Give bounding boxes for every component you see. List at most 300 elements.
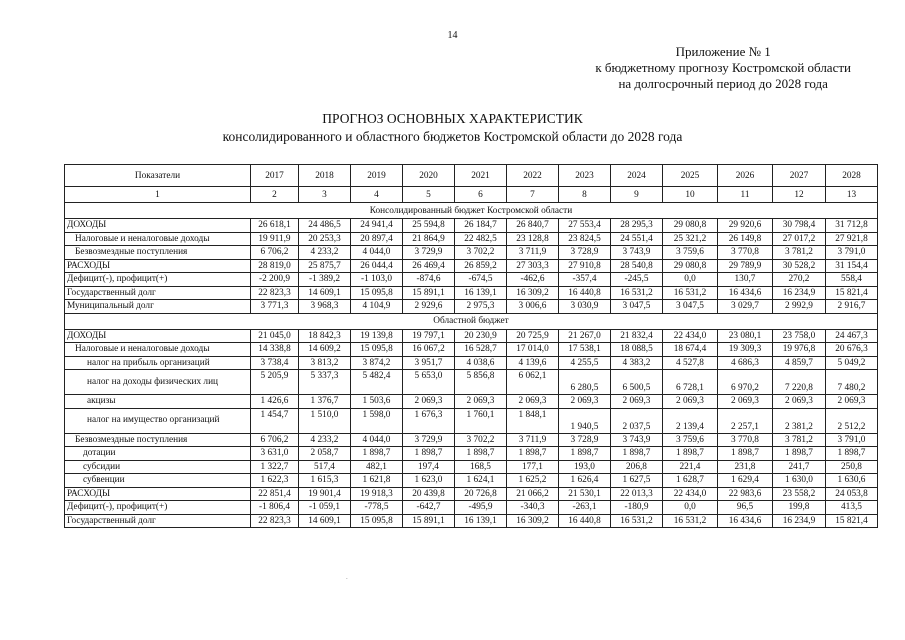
table-cell: 3 781,2 bbox=[773, 246, 826, 260]
annex-line-1: Приложение № 1 bbox=[675, 44, 771, 59]
table-cell: 1 848,1 bbox=[507, 408, 559, 433]
table-cell: 21 066,2 bbox=[507, 487, 559, 501]
column-index: 4 bbox=[351, 187, 403, 203]
row-label: акцизы bbox=[65, 395, 251, 409]
table-cell: -778,5 bbox=[351, 501, 403, 515]
header-year: 2027 bbox=[773, 165, 826, 187]
table-cell: 16 434,6 bbox=[718, 514, 773, 528]
table-cell: 6 706,2 bbox=[251, 246, 299, 260]
table-cell: 2 916,7 bbox=[826, 300, 878, 314]
table-cell: 31 712,8 bbox=[826, 219, 878, 233]
table-cell: 3 759,6 bbox=[663, 433, 718, 447]
row-label: РАСХОДЫ bbox=[65, 487, 251, 501]
row-label: субсидии bbox=[65, 460, 251, 474]
table-cell: 21 045,0 bbox=[251, 329, 299, 343]
table-row bbox=[65, 219, 878, 233]
table-cell: 3 743,9 bbox=[611, 433, 663, 447]
table-cell: 3 791,0 bbox=[826, 433, 878, 447]
table-cell: 413,5 bbox=[826, 501, 878, 515]
table-cell: 0,0 bbox=[663, 501, 718, 515]
table-cell: -674,5 bbox=[455, 273, 507, 287]
table-cell: 0,0 bbox=[663, 273, 718, 287]
table-cell: 24 467,3 bbox=[826, 329, 878, 343]
table-cell: 2 992,9 bbox=[773, 300, 826, 314]
table-cell: -495,9 bbox=[455, 501, 507, 515]
table-cell: 30 798,4 bbox=[773, 219, 826, 233]
table-cell: 3 968,3 bbox=[299, 300, 351, 314]
table-cell: -1 389,2 bbox=[299, 273, 351, 287]
table-cell: -180,9 bbox=[611, 501, 663, 515]
page-number: 14 bbox=[447, 30, 458, 41]
table-cell: 29 080,8 bbox=[663, 219, 718, 233]
table-row bbox=[65, 343, 878, 357]
table-cell: 4 038,6 bbox=[455, 356, 507, 370]
table-cell: 24 941,4 bbox=[351, 219, 403, 233]
row-label: Налоговые и неналоговые доходы bbox=[65, 343, 251, 357]
table-cell: 2 975,3 bbox=[455, 300, 507, 314]
table-cell: 21 832,4 bbox=[611, 329, 663, 343]
table-cell: 23 558,2 bbox=[773, 487, 826, 501]
row-label: Государственный долг bbox=[65, 514, 251, 528]
row-label: Муниципальный долг bbox=[65, 300, 251, 314]
table-cell: 2 069,3 bbox=[559, 395, 611, 409]
table-cell: -874,6 bbox=[403, 273, 455, 287]
table-cell: 31 154,4 bbox=[826, 259, 878, 273]
document-title bbox=[0, 110, 905, 146]
table-cell: 19 139,8 bbox=[351, 329, 403, 343]
table-cell: 3 770,8 bbox=[718, 246, 773, 260]
table-cell: 5 205,9 bbox=[251, 370, 299, 395]
table-cell: 20 439,8 bbox=[403, 487, 455, 501]
table-cell: 5 337,3 bbox=[299, 370, 351, 395]
table-cell: 4 233,2 bbox=[299, 246, 351, 260]
table-cell: 14 338,8 bbox=[251, 343, 299, 357]
table-cell: 5 653,0 bbox=[403, 370, 455, 395]
column-index: 3 bbox=[299, 187, 351, 203]
table-cell: 6 728,1 bbox=[663, 370, 718, 395]
table-cell: 3 874,2 bbox=[351, 356, 403, 370]
table-cell: 22 851,4 bbox=[251, 487, 299, 501]
table-cell: 193,0 bbox=[559, 460, 611, 474]
table-cell: 2 257,1 bbox=[718, 408, 773, 433]
table-cell: -462,6 bbox=[507, 273, 559, 287]
table-cell: 21 530,1 bbox=[559, 487, 611, 501]
table-cell: 29 080,8 bbox=[663, 259, 718, 273]
column-index: 2 bbox=[251, 187, 299, 203]
table-cell: 22 983,6 bbox=[718, 487, 773, 501]
table-cell: 2 069,3 bbox=[403, 395, 455, 409]
table-row bbox=[65, 259, 878, 273]
header-indicators: Показатели bbox=[65, 165, 251, 187]
table-row bbox=[65, 370, 878, 395]
table-cell: 3 813,2 bbox=[299, 356, 351, 370]
table-cell: 1 630,0 bbox=[773, 474, 826, 488]
table-cell: 6 280,5 bbox=[559, 370, 611, 395]
row-label: Безвозмездные поступления bbox=[65, 433, 251, 447]
table-cell: 3 006,6 bbox=[507, 300, 559, 314]
table-cell: 16 440,8 bbox=[559, 286, 611, 300]
table-cell: 2 929,6 bbox=[403, 300, 455, 314]
table-cell: 28 295,3 bbox=[611, 219, 663, 233]
table-cell: 2 069,3 bbox=[773, 395, 826, 409]
table-row bbox=[65, 487, 878, 501]
table-cell: 29 920,6 bbox=[718, 219, 773, 233]
annex-block bbox=[595, 44, 851, 92]
table-cell: 6 970,2 bbox=[718, 370, 773, 395]
table-cell: 3 951,7 bbox=[403, 356, 455, 370]
table-cell: 1 454,7 bbox=[251, 408, 299, 433]
table-cell: 177,1 bbox=[507, 460, 559, 474]
table-cell: 2 069,3 bbox=[663, 395, 718, 409]
table-cell: 2 069,3 bbox=[718, 395, 773, 409]
table-cell: 19 976,8 bbox=[773, 343, 826, 357]
table-cell: 23 080,1 bbox=[718, 329, 773, 343]
table-cell: 22 823,3 bbox=[251, 514, 299, 528]
table-cell: 16 531,2 bbox=[611, 286, 663, 300]
table-cell: -1 103,0 bbox=[351, 273, 403, 287]
table-cell: 1 510,0 bbox=[299, 408, 351, 433]
table-cell: 6 062,1 bbox=[507, 370, 559, 395]
table-cell: 19 911,9 bbox=[251, 232, 299, 246]
table-cell: 1 898,7 bbox=[773, 447, 826, 461]
table-cell: 6 706,2 bbox=[251, 433, 299, 447]
table-cell: 16 139,1 bbox=[455, 514, 507, 528]
table-cell: 3 702,2 bbox=[455, 433, 507, 447]
table-cell: 5 856,8 bbox=[455, 370, 507, 395]
title-line-1: ПРОГНОЗ ОСНОВНЫХ ХАРАКТЕРИСТИК bbox=[322, 111, 583, 126]
table-cell: 1 625,2 bbox=[507, 474, 559, 488]
row-label: налог на доходы физических лиц bbox=[65, 370, 251, 395]
table-cell: 27 303,3 bbox=[507, 259, 559, 273]
table-cell: 1 627,5 bbox=[611, 474, 663, 488]
table-cell: 221,4 bbox=[663, 460, 718, 474]
table-cell: -1 806,4 bbox=[251, 501, 299, 515]
table-cell: 1 376,7 bbox=[299, 395, 351, 409]
budget-forecast-table bbox=[64, 164, 878, 528]
table-cell: 1 898,7 bbox=[718, 447, 773, 461]
title-line-2: консолидированного и областного бюджетов Костромской области до 2028 года bbox=[222, 129, 683, 144]
table-cell: 270,2 bbox=[773, 273, 826, 287]
row-label: Налоговые и неналоговые доходы bbox=[65, 232, 251, 246]
table-cell: 558,4 bbox=[826, 273, 878, 287]
table-cell: 25 875,7 bbox=[299, 259, 351, 273]
table-cell: 3 047,5 bbox=[611, 300, 663, 314]
table-cell: -340,3 bbox=[507, 501, 559, 515]
table-row bbox=[65, 273, 878, 287]
table-row bbox=[65, 447, 878, 461]
scan-speck: . bbox=[346, 573, 348, 581]
table-cell: 22 013,3 bbox=[611, 487, 663, 501]
table-cell: 3 711,9 bbox=[507, 433, 559, 447]
table-row bbox=[65, 408, 878, 433]
table-cell: 16 531,2 bbox=[611, 514, 663, 528]
header-year: 2025 bbox=[663, 165, 718, 187]
table-cell: 3 781,2 bbox=[773, 433, 826, 447]
table-cell: 19 797,1 bbox=[403, 329, 455, 343]
row-label: Безвозмездные поступления bbox=[65, 246, 251, 260]
table-cell: 199,8 bbox=[773, 501, 826, 515]
table-cell: 14 609,1 bbox=[299, 286, 351, 300]
table-cell: 1 615,3 bbox=[299, 474, 351, 488]
table-cell: -357,4 bbox=[559, 273, 611, 287]
table-cell: 517,4 bbox=[299, 460, 351, 474]
header-year: 2023 bbox=[559, 165, 611, 187]
section-header-row bbox=[65, 313, 878, 329]
table-cell: 16 434,6 bbox=[718, 286, 773, 300]
table-cell: 3 791,0 bbox=[826, 246, 878, 260]
table-cell: 16 067,2 bbox=[403, 343, 455, 357]
table-cell: 1 622,3 bbox=[251, 474, 299, 488]
table-cell: 20 676,3 bbox=[826, 343, 878, 357]
table-cell: 1 898,7 bbox=[826, 447, 878, 461]
section-title: Областной бюджет bbox=[65, 313, 878, 329]
table-cell: 241,7 bbox=[773, 460, 826, 474]
table-cell: 26 859,2 bbox=[455, 259, 507, 273]
table-cell: 19 309,3 bbox=[718, 343, 773, 357]
column-index: 1 bbox=[65, 187, 251, 203]
column-index: 6 bbox=[455, 187, 507, 203]
table-cell: 18 088,5 bbox=[611, 343, 663, 357]
table-cell: 2 069,3 bbox=[611, 395, 663, 409]
table-cell: 2 037,5 bbox=[611, 408, 663, 433]
column-index: 5 bbox=[403, 187, 455, 203]
table-cell: 5 049,2 bbox=[826, 356, 878, 370]
section-title: Консолидированный бюджет Костромской области bbox=[65, 203, 878, 219]
table-cell: 15 821,4 bbox=[826, 286, 878, 300]
table-cell: 1 630,6 bbox=[826, 474, 878, 488]
table-cell: 20 726,8 bbox=[455, 487, 507, 501]
table-cell: 20 897,4 bbox=[351, 232, 403, 246]
row-label: дотации bbox=[65, 447, 251, 461]
table-cell: 24 053,8 bbox=[826, 487, 878, 501]
table-cell: 2 139,4 bbox=[663, 408, 718, 433]
table-cell: 1 898,7 bbox=[611, 447, 663, 461]
table-cell: 168,5 bbox=[455, 460, 507, 474]
table-cell: 3 711,9 bbox=[507, 246, 559, 260]
table-cell: 1 426,6 bbox=[251, 395, 299, 409]
table-cell: 3 702,2 bbox=[455, 246, 507, 260]
table-cell: 3 029,7 bbox=[718, 300, 773, 314]
table-cell: 22 434,0 bbox=[663, 487, 718, 501]
table-cell: 26 044,4 bbox=[351, 259, 403, 273]
table-cell: 27 553,4 bbox=[559, 219, 611, 233]
table-cell: 24 486,5 bbox=[299, 219, 351, 233]
table-cell: 27 910,8 bbox=[559, 259, 611, 273]
table-row bbox=[65, 286, 878, 300]
table-cell: 27 921,8 bbox=[826, 232, 878, 246]
table-cell: 1 629,4 bbox=[718, 474, 773, 488]
row-label: Дефицит(-), профицит(+) bbox=[65, 501, 251, 515]
table-row bbox=[65, 300, 878, 314]
table-cell: 4 383,2 bbox=[611, 356, 663, 370]
table-cell: 1 898,7 bbox=[507, 447, 559, 461]
table-cell: 4 044,0 bbox=[351, 433, 403, 447]
row-label: Государственный долг bbox=[65, 286, 251, 300]
table-cell: 2 069,3 bbox=[507, 395, 559, 409]
table-cell: 4 233,2 bbox=[299, 433, 351, 447]
column-index: 9 bbox=[611, 187, 663, 203]
table-cell: 1 624,1 bbox=[455, 474, 507, 488]
table-cell: 4 859,7 bbox=[773, 356, 826, 370]
table-cell: 18 674,4 bbox=[663, 343, 718, 357]
header-year: 2017 bbox=[251, 165, 299, 187]
header-year: 2021 bbox=[455, 165, 507, 187]
table-cell: 206,8 bbox=[611, 460, 663, 474]
table-cell: 3 030,9 bbox=[559, 300, 611, 314]
header-year: 2020 bbox=[403, 165, 455, 187]
table-cell: 1 898,7 bbox=[351, 447, 403, 461]
table-cell: 26 840,7 bbox=[507, 219, 559, 233]
table-cell: 3 770,8 bbox=[718, 433, 773, 447]
table-cell: 1 628,7 bbox=[663, 474, 718, 488]
table-cell: 4 686,3 bbox=[718, 356, 773, 370]
table-cell: 3 771,3 bbox=[251, 300, 299, 314]
table-cell: 28 540,8 bbox=[611, 259, 663, 273]
table-row bbox=[65, 232, 878, 246]
table-cell: 28 819,0 bbox=[251, 259, 299, 273]
table-cell: 2 381,2 bbox=[773, 408, 826, 433]
table-cell: 16 309,2 bbox=[507, 286, 559, 300]
table-cell: 3 729,9 bbox=[403, 433, 455, 447]
table-cell: 20 230,9 bbox=[455, 329, 507, 343]
table-cell: 4 104,9 bbox=[351, 300, 403, 314]
table-cell: 27 017,2 bbox=[773, 232, 826, 246]
table-cell: 197,4 bbox=[403, 460, 455, 474]
annex-line-3: на долгосрочный период до 2028 года bbox=[618, 76, 828, 91]
column-index: 10 bbox=[663, 187, 718, 203]
table-cell: 15 095,8 bbox=[351, 343, 403, 357]
table-cell: 29 789,9 bbox=[718, 259, 773, 273]
table-cell: 3 728,9 bbox=[559, 246, 611, 260]
table-cell: 3 759,6 bbox=[663, 246, 718, 260]
header-year: 2022 bbox=[507, 165, 559, 187]
table-cell: 1 598,0 bbox=[351, 408, 403, 433]
table-cell: -642,7 bbox=[403, 501, 455, 515]
table-cell: 4 139,6 bbox=[507, 356, 559, 370]
row-label: ДОХОДЫ bbox=[65, 219, 251, 233]
column-index: 7 bbox=[507, 187, 559, 203]
table-cell: 26 618,1 bbox=[251, 219, 299, 233]
table-cell: 1 322,7 bbox=[251, 460, 299, 474]
table-row bbox=[65, 356, 878, 370]
table-cell: 3 047,5 bbox=[663, 300, 718, 314]
table-cell: 19 901,4 bbox=[299, 487, 351, 501]
table-cell: 15 891,1 bbox=[403, 286, 455, 300]
section-header-row bbox=[65, 203, 878, 219]
table-cell: 1 623,0 bbox=[403, 474, 455, 488]
table-row bbox=[65, 329, 878, 343]
table-cell: 16 531,2 bbox=[663, 286, 718, 300]
column-index: 13 bbox=[826, 187, 878, 203]
table-cell: 20 725,9 bbox=[507, 329, 559, 343]
table-cell: 130,7 bbox=[718, 273, 773, 287]
table-cell: 4 255,5 bbox=[559, 356, 611, 370]
table-cell: 5 482,4 bbox=[351, 370, 403, 395]
column-index-row bbox=[65, 187, 878, 203]
table-cell: 1 898,7 bbox=[559, 447, 611, 461]
table-cell: 3 729,9 bbox=[403, 246, 455, 260]
table-row bbox=[65, 474, 878, 488]
table-cell: 23 758,0 bbox=[773, 329, 826, 343]
table-cell: 15 095,8 bbox=[351, 286, 403, 300]
table-cell: 16 440,8 bbox=[559, 514, 611, 528]
table-cell: 14 609,2 bbox=[299, 343, 351, 357]
table-cell: 23 128,8 bbox=[507, 232, 559, 246]
row-label: РАСХОДЫ bbox=[65, 259, 251, 273]
table-cell: 16 234,9 bbox=[773, 286, 826, 300]
table-row bbox=[65, 246, 878, 260]
table-cell: 6 500,5 bbox=[611, 370, 663, 395]
table-cell: 16 309,2 bbox=[507, 514, 559, 528]
table-cell: 22 823,3 bbox=[251, 286, 299, 300]
column-index: 12 bbox=[773, 187, 826, 203]
table-cell: 17 538,1 bbox=[559, 343, 611, 357]
table-cell: 7 480,2 bbox=[826, 370, 878, 395]
table-cell: 17 014,0 bbox=[507, 343, 559, 357]
row-label: ДОХОДЫ bbox=[65, 329, 251, 343]
table-cell: 4 527,8 bbox=[663, 356, 718, 370]
table-row bbox=[65, 395, 878, 409]
table-cell: 16 234,9 bbox=[773, 514, 826, 528]
table-cell: 22 434,0 bbox=[663, 329, 718, 343]
table-cell: 22 482,5 bbox=[455, 232, 507, 246]
table-cell: 25 321,2 bbox=[663, 232, 718, 246]
table-cell: 20 253,3 bbox=[299, 232, 351, 246]
table-cell: 15 891,1 bbox=[403, 514, 455, 528]
row-label: налог на имущество организаций bbox=[65, 408, 251, 433]
table-cell: 1 621,8 bbox=[351, 474, 403, 488]
column-index: 11 bbox=[718, 187, 773, 203]
table-cell: 14 609,1 bbox=[299, 514, 351, 528]
table-cell: 21 864,9 bbox=[403, 232, 455, 246]
table-cell: 1 676,3 bbox=[403, 408, 455, 433]
table-cell: 19 918,3 bbox=[351, 487, 403, 501]
table-cell: 1 503,6 bbox=[351, 395, 403, 409]
table-cell: 1 760,1 bbox=[455, 408, 507, 433]
header-year: 2019 bbox=[351, 165, 403, 187]
header-year: 2028 bbox=[826, 165, 878, 187]
table-cell: 2 069,3 bbox=[455, 395, 507, 409]
row-label: налог на прибыль организаций bbox=[65, 356, 251, 370]
header-year: 2024 bbox=[611, 165, 663, 187]
table-row bbox=[65, 433, 878, 447]
table-row bbox=[65, 460, 878, 474]
table-cell: -245,5 bbox=[611, 273, 663, 287]
table-cell: 1 940,5 bbox=[559, 408, 611, 433]
table-cell: -1 059,1 bbox=[299, 501, 351, 515]
table-cell: 1 898,7 bbox=[663, 447, 718, 461]
table-cell: 482,1 bbox=[351, 460, 403, 474]
column-index: 8 bbox=[559, 187, 611, 203]
table-cell: 23 824,5 bbox=[559, 232, 611, 246]
table-cell: 96,5 bbox=[718, 501, 773, 515]
table-cell: 4 044,0 bbox=[351, 246, 403, 260]
row-label: Дефицит(-), профицит(+) bbox=[65, 273, 251, 287]
table-cell: 15 821,4 bbox=[826, 514, 878, 528]
header-year: 2018 bbox=[299, 165, 351, 187]
table-cell: 16 139,1 bbox=[455, 286, 507, 300]
table-cell: 26 149,8 bbox=[718, 232, 773, 246]
annex-line-2: к бюджетному прогнозу Костромской области bbox=[595, 60, 851, 75]
table-cell: 24 551,4 bbox=[611, 232, 663, 246]
table-cell: 26 469,4 bbox=[403, 259, 455, 273]
row-label: субвенции bbox=[65, 474, 251, 488]
table-cell: 18 842,3 bbox=[299, 329, 351, 343]
table-cell: 3 728,9 bbox=[559, 433, 611, 447]
table-cell: -2 200,9 bbox=[251, 273, 299, 287]
table-cell: 25 594,8 bbox=[403, 219, 455, 233]
table-cell: 30 528,2 bbox=[773, 259, 826, 273]
